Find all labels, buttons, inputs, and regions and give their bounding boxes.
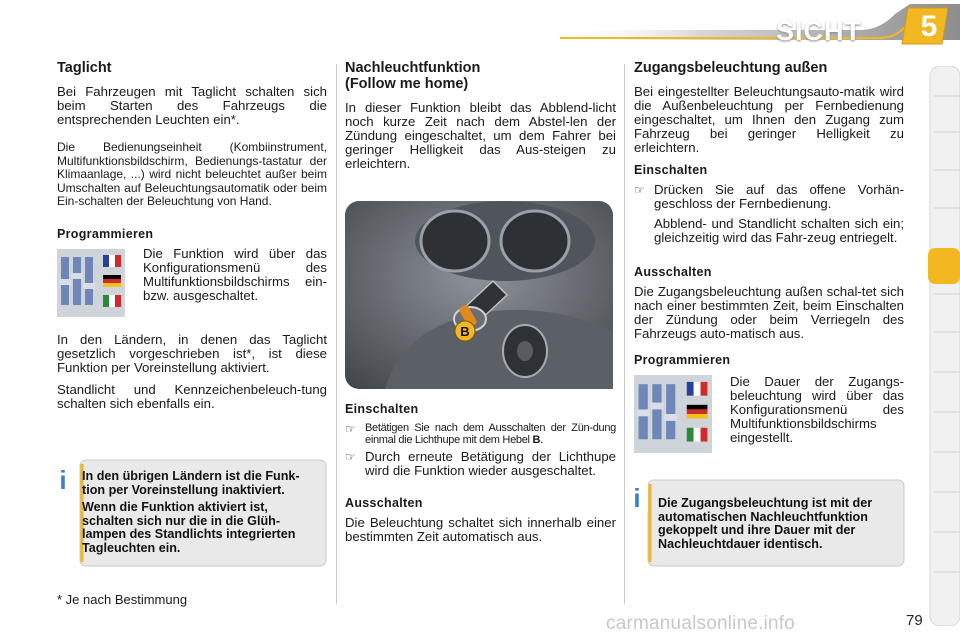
paragraph: Bei Fahrzeugen mit Taglicht schalten sich beim Starten des Fahrzeugs die entsprechenden Leuchten ein*.: [57, 84, 327, 127]
bullet-text: Betätigen Sie nach dem Ausschalten der Zün-dung einmal die Lichthupe mit dem Hebel: [365, 422, 616, 446]
programming-block: [634, 373, 904, 453]
info-text: [82, 470, 322, 555]
paragraph: In dieser Funktion bleibt das Abblend-licht noch kurze Zeit nach dem Abstel-len der Zündung eingeschaltet, um dem Fahrer bei geringer Helligkeit das Aus-steigen zu erleichtern.: [345, 100, 616, 171]
hand-pointer-icon: ☞: [345, 450, 356, 464]
lever-photo: [345, 201, 613, 389]
info-glyph: i: [59, 466, 67, 494]
chapter-tabs[interactable]: [928, 66, 960, 626]
paragraph: Die Funktion wird über das Konfigurationsmenü des Multifunktionsbildschirms ein- bzw. ausgeschaltet.: [143, 245, 327, 303]
lever-b-label: B: [460, 324, 470, 339]
paragraph: Bei eingestellter Beleuchtungsauto-matik wird die Außenbeleuchtung per Fernbedienung eingeschaltet, um Ihnen den Zugang zum Fahrzeug bei geringer Helligkeit zu erleichtern.: [634, 84, 904, 155]
info-text: Die Zugangsbeleuchtung ist mit der automatischen Nachleuchtfunktion gekoppelt und ihre Dauer mit der Nachleuchtdauer identisch.: [658, 496, 873, 551]
watermark: carmanualsonline.info: [606, 613, 796, 634]
section-title-nachleuchtfunktion: Nachleuchtfunktion (Follow me home): [345, 60, 481, 92]
info-glyph: i: [633, 484, 641, 512]
bullet-text: Durch erneute Betätigung der Lichthupe wird die Funktion wieder ausgeschaltet.: [365, 449, 616, 478]
subheading-einschalten: Einschalten: [345, 402, 419, 416]
info-icon: [52, 466, 74, 494]
config-menu-icon: [57, 249, 125, 317]
paragraph: Die Beleuchtung schaltet sich innerhalb einer bestimmten Zeit automatisch aus.: [345, 515, 616, 544]
column-divider: [624, 64, 625, 604]
paragraph: Die Zugangsbeleuchtung außen schal-tet sich nach einer bestimmten Zeit, beim Einschalten der Zündung oder beim Verriegeln des Fahrzeugs auto-matisch aus.: [634, 284, 904, 341]
section-title-zugangsbeleuchtung: Zugangsbeleuchtung außen: [634, 60, 828, 76]
info-line: Wenn die Funktion aktiviert ist, schalten sich nur die in die Glüh-lampen des Standlichts integrierten Tagleuchten ein.: [82, 500, 296, 555]
footnote: * Je nach Bestimmung: [57, 592, 188, 607]
paragraph: Abblend- und Standlicht schalten sich ein; gleichzeitig wird das Fahr-zeug entriegelt.: [654, 216, 904, 245]
column-divider: [336, 64, 337, 604]
page-number: 79: [906, 612, 923, 629]
column-taglicht: [57, 60, 327, 419]
page-title: SICHT: [776, 16, 862, 46]
subheading-ausschalten: Ausschalten: [634, 265, 712, 279]
bullet-item: [345, 450, 616, 478]
programming-block: [57, 247, 327, 317]
bullet-text: Drücken Sie auf das offene Vorhän-geschloss der Fernbedienung.: [654, 182, 904, 211]
subheading-ausschalten: Ausschalten: [345, 496, 423, 510]
paragraph: In den Ländern, in denen das Taglicht gesetzlich vorgeschrieben ist*, ist diese Funktion per Voreinstellung aktiviert.: [57, 331, 327, 375]
chapter-number: 5: [920, 10, 938, 43]
subheading-programmieren: Programmieren: [57, 226, 154, 241]
section-title-taglicht: Taglicht: [57, 60, 112, 76]
subheading-einschalten: Einschalten: [634, 163, 708, 177]
config-menu-icon: [634, 375, 712, 453]
hand-pointer-icon: ☞: [634, 183, 645, 197]
bullet-item: [634, 183, 904, 211]
column-zugangsbeleuchtung: [634, 60, 904, 453]
info-icon: [626, 484, 648, 512]
bullet-item: ☞ Betätigen Sie nach dem Ausschalten der Zün-dung einmal die Lichthupe mit dem Hebel B.: [345, 422, 616, 446]
paragraph: Die Dauer der Zugangs-beleuchtung wird über das Konfigurationsmenü des Multifunktionsbildschirms eingestellt.: [730, 374, 904, 445]
info-line: In den übrigen Ländern ist die Funk-tion per Voreinstellung inaktiviert.: [82, 469, 300, 497]
lever-ref: B: [532, 434, 541, 446]
hand-pointer-icon: ☞: [345, 422, 356, 436]
column-nachleuchtfunktion: [345, 60, 616, 552]
paragraph: Standlicht und Kennzeichenbeleuch-tung schalten sich ebenfalls ein.: [57, 381, 327, 411]
paragraph: Die Bedienungseinheit (Kombiinstrument, Multifunktionsbildschirm, Bedienungs-tastatur der Klimaanlage, ...) wird nicht beleuchtet außer beim Umschalten auf Beleuchtungsautomatik oder beim Ein-schalten der Beleuchtung von Hand.: [57, 140, 327, 208]
subheading-programmieren: Programmieren: [634, 353, 731, 367]
